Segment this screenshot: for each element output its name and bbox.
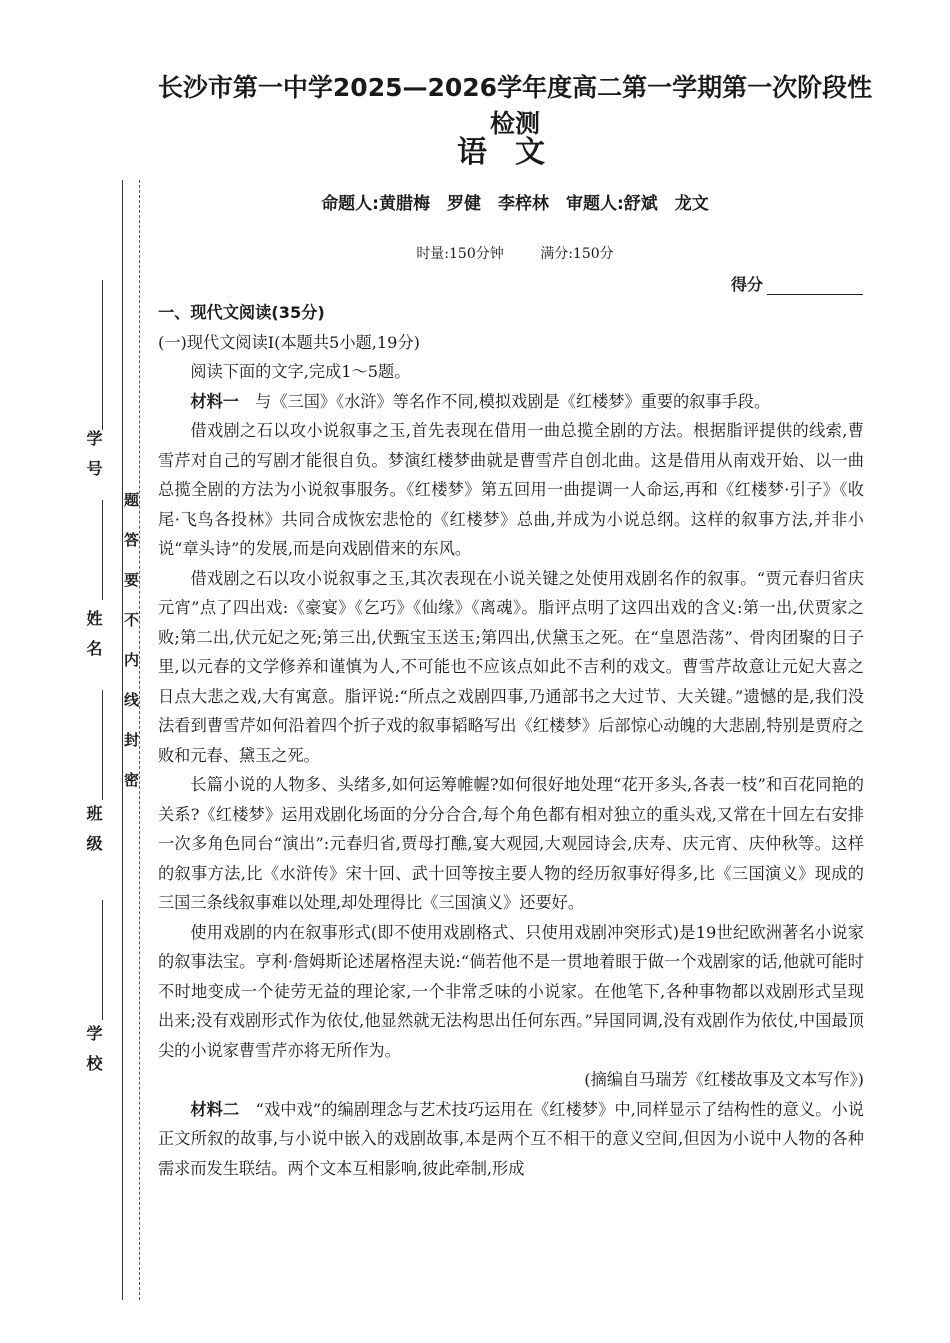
seal-char: 内: [124, 651, 140, 669]
student-id-label: [78, 430, 103, 490]
score-box: [731, 272, 863, 295]
material2-label: 材料二: [190, 1099, 240, 1119]
school-label: [78, 1025, 103, 1085]
class-blank[interactable]: [102, 690, 103, 800]
material1-p1: 与《三国》《水浒》等名作不同,模拟戏剧是《红楼梦》重要的叙事手段。: [255, 391, 771, 411]
material1-p4: 长篇小说的人物多、头绪多,如何运筹帷幄?如何很好地处理“花开多头,各表一枝”和百花同艳的关系?《红楼梦》运用戏剧化场面的分分合合,每个角色都有相对独立的重头戏,又常在十回左右安排一次多角色同台“演出”:元春归省,贾母打醮,宴大观园,大观园诗会,庆寿、庆元宵、庆仲秋等。这样的叙事方法,比《水浒传》宋十回、武十回等按主要人物的经历叙事好得多,比《三国演义》现成的三国三条线叙事难以处理,却处理得比《三国演义》还要好。: [158, 775, 864, 912]
seal-char: 不: [124, 611, 140, 629]
subject-title: 语文: [457, 135, 573, 170]
score-label: 得分: [731, 275, 764, 294]
exam-title: 长沙市第一中学2025—2026学年度高二第一学期第一次阶段性检测: [157, 73, 873, 138]
material2-p1: “戏中戏”的编剧理念与艺术技巧运用在《红楼梦》中,同样显示了结构性的意义。小说正文所叙的故事,与小说中嵌入的戏剧故事,本是两个互不相干的意义空间,但因为小说中人物的各种需求而发生联结。两个文本互相影响,彼此牵制,形成: [158, 1099, 865, 1178]
name-blank[interactable]: [102, 500, 103, 600]
binding-line-inner: [139, 180, 140, 1300]
material1-p2: 借戏剧之石以攻小说叙事之玉,首先表现在借用一曲总揽全剧的方法。根据脂评提供的线索,曹雪芹对自己的写剧才能很自负。梦演红楼梦曲就是曹雪芹自创北曲。这是借用从南戏开始、以一曲总揽全剧的方法为小说叙事服务。《红楼梦》第五回用一曲提调一人命运,再和《红楼梦·引子》《收尾·飞鸟各投林》共同合成恢宏悲怆的《红楼梦》总曲,并成为小说总纲。这样的叙事方法,并非小说“章头诗”的发展,而是向戏剧借来的东风。: [158, 421, 864, 558]
seal-line-text: [124, 480, 138, 800]
class-label: [78, 805, 103, 865]
material1-p5: 使用戏剧的内在叙事形式(即不使用戏剧格式、只使用戏剧冲突形式)是19世纪欧洲著名小说家的叙事法宝。亨利·詹姆斯论述屠格涅夫说:“倘若他不是一贯地着眼于做一个戏剧家的话,他就可能时不时地变成一个徒劳无益的理论家,一个非常乏味的小说家。在他笔下,各种事物都以戏剧形式呈现出来;没有戏剧形式作为依仗,他显然就无法构思出任何东西。”异国同调,没有戏剧作为依仗,中国最顶尖的小说家曹雪芹亦将无所作为。: [158, 922, 864, 1060]
seal-char: 题: [124, 491, 140, 509]
material1-source: (摘编自马瑞芳《红楼故事及文本写作》): [584, 1070, 864, 1089]
reading-content: [158, 298, 864, 1183]
subsection-heading: (一)现代文阅读Ⅰ(本题共5小题,19分): [158, 332, 420, 352]
seal-char: 封: [124, 731, 140, 749]
student-id-blank[interactable]: [102, 280, 103, 430]
seal-char: 要: [124, 571, 140, 589]
school-blank[interactable]: [102, 900, 103, 1020]
time-limit: 时量:150分钟: [416, 246, 504, 262]
full-score: 满分:150分: [540, 246, 614, 262]
instruction: 阅读下面的文字,完成1～5题。: [190, 362, 411, 381]
authors-line: 命题人:黄腊梅 罗健 李梓林 审题人:舒斌 龙文: [321, 194, 709, 214]
score-blank[interactable]: [767, 276, 863, 295]
name-label: [78, 610, 103, 670]
seal-char: 答: [124, 531, 140, 549]
class-text: 班级: [84, 805, 103, 865]
section-heading: 一、现代文阅读(35分): [158, 303, 325, 322]
seal-char: 线: [124, 691, 140, 709]
school-text: 学校: [84, 1025, 103, 1085]
name-text: 姓名: [84, 610, 103, 670]
material2-intro: [158, 1095, 864, 1184]
exam-meta: [150, 243, 880, 263]
material1-intro: [158, 387, 864, 417]
student-id-text: 学号: [84, 430, 103, 490]
seal-char: 密: [124, 771, 140, 789]
material1-label: 材料一: [190, 391, 239, 411]
binding-line-outer: [122, 180, 123, 1300]
material1-p3: 借戏剧之石以攻小说叙事之玉,其次表现在小说关键之处使用戏剧名作的叙事。“贾元春归省庆元宵”点了四出戏:《豪宴》《乞巧》《仙缘》《离魂》。脂评点明了这四出戏的含义:第一出,伏贾家之败;第二出,伏元妃之死;第三出,伏甄宝玉送玉;第四出,伏黛玉之死。在“皇恩浩荡”、骨肉团聚的日子里,以元春的文学修养和谨慎为人,不可能也不应该点如此不吉利的戏文。曹雪芹故意让元妃大喜之日点大悲之戏,大有寓意。脂评说:“所点之戏剧四事,乃通部书之大过节、大关键。”遗憾的是,我们没法看到曹雪芹如何沿着四个折子戏的叙事韬略写出《红楼梦》后部惊心动魄的大悲剧,特别是贾府之败和元春、黛玉之死。: [158, 568, 864, 765]
